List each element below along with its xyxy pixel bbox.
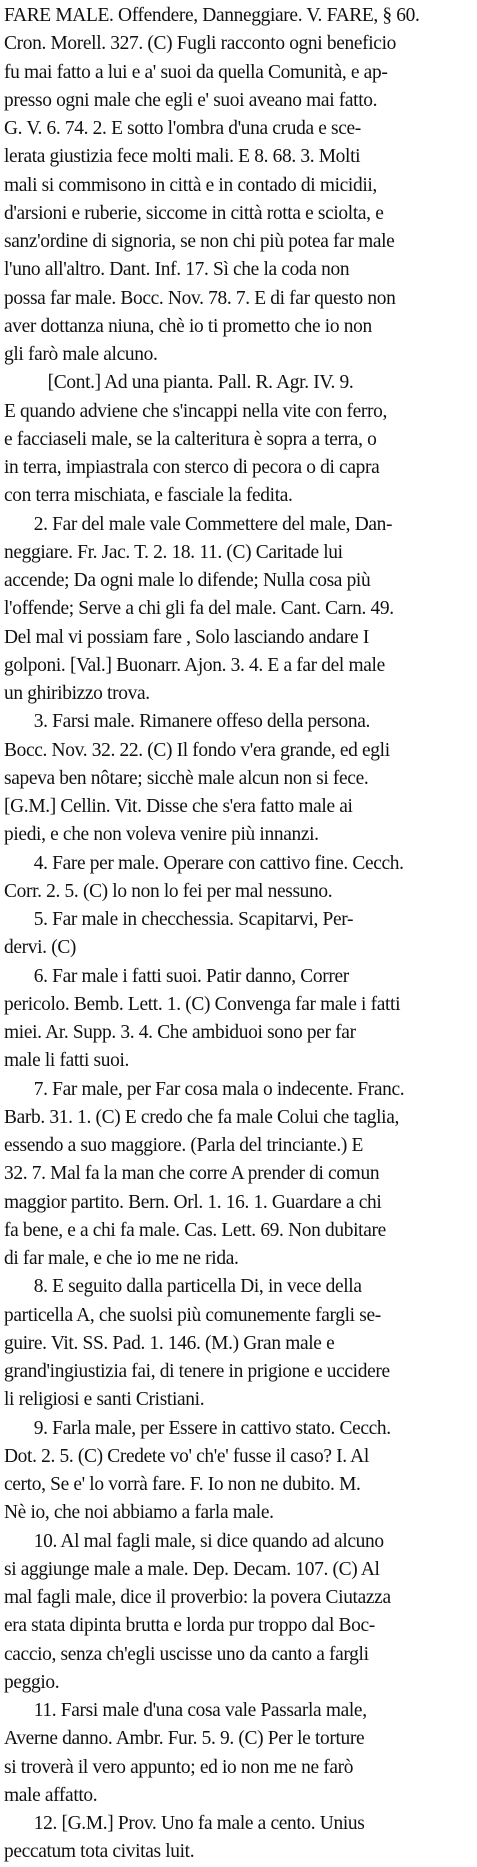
text-line: 11. Farsi male d'una cosa vale Passarla male, [33,1700,367,1721]
text-line: fa bene, e a chi fa male. Cas. Lett. 69. Non dubitare [4,1219,386,1241]
text-line: male li fatti suoi. [4,1050,130,1072]
entry-paragraph [4,1528,474,1698]
text-line: 9. Farla male, per Essere in cattivo stato. Cecch. [33,1417,391,1439]
text-line: 7. Far male, per Far cosa mala o indecente. Franc. [33,1078,405,1100]
text-line: possa far male. Bocc. Nov. 78. 7. E di far questo non [4,287,396,309]
text-line: gli farò male alcuno. [4,344,158,365]
text-line: [G.M.] Cellin. Vit. Disse che s'era fatto male ai [4,796,353,817]
text-line: l'offende; Serve a chi gli fa del male. Cant. Carn. 49. [4,598,394,620]
text-line: l'uno all'altro. Dant. Inf. 17. Sì che la coda non [4,259,350,281]
text-line: golponi. [Val.] Buonarr. Ajon. 3. 4. E a far del male [4,654,385,676]
text-line: Barb. 31. 1. (C) E credo che fa male Colui che taglia, [4,1106,400,1128]
text-line: mal fagli male, dice il proverbio: la povera Ciutazza [4,1587,391,1608]
text-line: maggior partito. Bern. Orl. 1. 16. 1. Guardare a chi [4,1191,382,1213]
text-line: FARE MALE. Offendere, Danneggiare. V. FARE, § 60. [4,5,420,26]
entry-paragraph [4,2,474,369]
entry-paragraph [4,708,474,849]
text-line: neggiare. Fr. Jac. T. 2. 18. 11. (C) Caritade lui [4,541,343,563]
text-line: Dot. 2. 5. (C) Credete vo' ch'e' fusse il caso? I. Al [4,1445,369,1467]
text-line: certo, Se e' lo vorrà fare. F. Io non ne dubito. M. [4,1474,361,1495]
text-line: con terra mischiata, e fasciale la fedita. [4,485,293,507]
text-line: un ghiribizzo trova. [4,683,150,704]
text-line: dervi. (C) [4,937,77,959]
entry-paragraph [4,1810,474,1867]
text-line: sapeva ben nôtare; sicchè male alcun non si fece. [4,767,369,789]
entry-paragraph [4,906,474,963]
text-line: E quando adviene che s'incappi nella vite con ferro, [4,400,388,422]
text-line: essendo a suo maggiore. (Parla del trinciante.) E [4,1135,364,1156]
text-line: guire. Vit. SS. Pad. 1. 146. (M.) Gran male e [4,1332,335,1354]
text-line: si troverà il vero appunto; ed io non me ne farò [4,1756,354,1778]
text-line: pericolo. Bemb. Lett. 1. (C) Convenga far male i fatti [4,993,401,1015]
text-line: 32. 7. Mal fa la man che corre A prender di comun [4,1163,380,1185]
text-line: G. V. 6. 74. 2. E sotto l'ombra d'una cruda e sce- [4,118,361,139]
text-line: e facciaseli male, se la calteritura è sopra a terra, o [4,428,377,450]
text-line: Nè io, che noi abbiamo a farla male. [4,1502,274,1524]
text-line: in terra, impiastrala con sterco di pecora o di capra [4,457,380,478]
text-line: Averne danno. Ambr. Fur. 5. 9. (C) Per le torture [4,1728,365,1750]
text-line: caccio, senza ch'egli uscisse uno da canto a fargli [4,1643,369,1665]
text-line: si aggiunge male a male. Dep. Decam. 107. (C) Al [4,1558,380,1580]
text-line: 6. Far male i fatti suoi. Patir danno, Correr [33,965,349,987]
text-line: lerata giustizia fece molti mali. E 8. 68. 3. Molti [4,146,361,168]
text-line: piedi, e che non voleva venire più innanzi. [4,824,319,846]
text-line: fu mai fatto a lui e a' suoi da quella Comunità, e ap- [4,61,388,83]
text-line: miei. Ar. Supp. 3. 4. Che ambiduoi sono per far [4,1022,356,1043]
text-line: li religiosi e santi Cristiani. [4,1389,205,1411]
entry-paragraph [4,1076,474,1274]
entry-paragraph [4,511,474,709]
text-line: 4. Fare per male. Operare con cattivo fine. Cecch. [33,852,404,874]
text-line: accende; Da ogni male lo difende; Nulla cosa più [4,570,371,591]
text-line: male affatto. [4,1784,98,1806]
entry-paragraph [4,850,474,907]
text-line: d'arsioni e ruberie, siccome in città rotta e sciolta, e [4,202,384,224]
entry-paragraph [4,1415,474,1528]
entry-paragraph [4,369,474,510]
text-line: 2. Far del male vale Commettere del male, Dan- [33,513,393,535]
text-line: 5. Far male in checchessia. Scapitarvi, Per- [33,909,354,930]
text-line: di far male, e che io me ne rida. [4,1248,239,1269]
text-line: presso ogni male che egli e' suoi aveano mai fatto. [4,89,378,111]
text-line: aver dottanza niuna, chè io ti prometto che io non [4,315,372,337]
text-line: Corr. 2. 5. (C) lo non lo fei per mal nessuno. [4,880,333,902]
text-line: peccatum tota civitas luit. [4,1841,195,1863]
text-line: peggio. [4,1671,60,1693]
text-line: Bocc. Nov. 32. 22. (C) Il fondo v'era grande, ed egli [4,739,390,761]
text-line: era stata dipinta brutta e lorda pur troppo dal Boc- [4,1615,375,1637]
text-line: 3. Farsi male. Rimanere offeso della persona. [33,711,371,733]
text-line: particella A, che suolsi più comunemente fargli se- [4,1304,381,1326]
text-line: Del mal vi possiam fare , Solo lasciando andare I [4,626,369,648]
text-line: grand'ingiustizia fai, di tenere in prigione e uccidere [4,1361,390,1382]
text-line: mali si commisono in città e in contado di micidii, [4,174,377,196]
text-line: Cron. Morell. 327. (C) Fugli racconto ogni beneficio [4,33,397,55]
entry-paragraph [4,1697,474,1810]
text-line: [Cont.] Ad una pianta. Pall. R. Agr. IV. 9. [47,372,354,394]
text-line: sanz'ordine di signoria, se non chi più potea far male [4,231,395,252]
text-line: 10. Al mal fagli male, si dice quando ad alcuno [33,1530,384,1552]
entry-paragraph [4,1273,474,1414]
text-line: 12. [G.M.] Prov. Uno fa male a cento. Unius [33,1813,365,1834]
text-line: 8. E seguito dalla particella Di, in vece della [33,1276,362,1298]
entry-paragraph [4,963,474,1076]
